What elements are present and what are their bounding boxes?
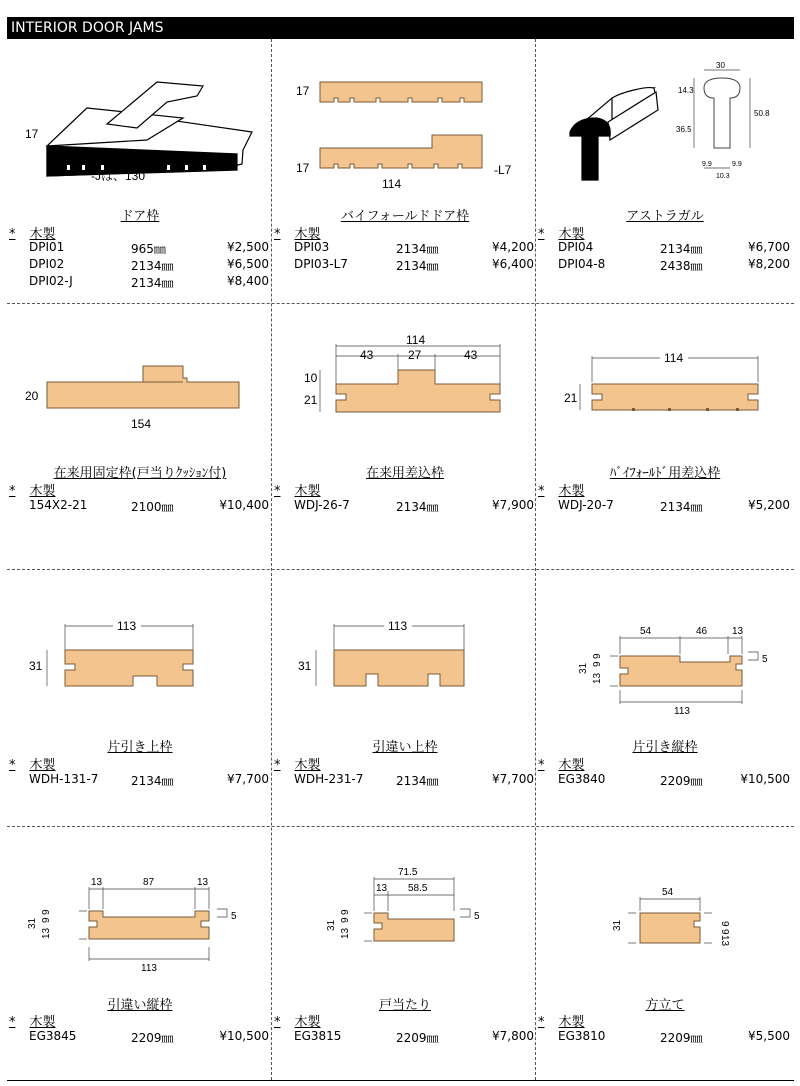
- dim-thickness: 20: [25, 389, 39, 403]
- material-text: 木製: [29, 484, 56, 499]
- material-text: 木製: [294, 227, 321, 242]
- dim-left-offset: 9.9: [702, 161, 712, 168]
- dim-tab-height: 10: [304, 371, 318, 385]
- dim-total-width: 71.5: [398, 867, 418, 878]
- dim-lip: 13: [592, 672, 603, 684]
- product-name: ドア枠: [120, 209, 160, 224]
- dim-head-height: 14.3: [678, 86, 694, 95]
- dim-groove: 9: [592, 653, 603, 659]
- dim-width: 113: [388, 619, 408, 633]
- dim-groove: 9: [340, 917, 351, 923]
- product-door-stop: [272, 827, 535, 1079]
- product-fixed-jamb: [7, 304, 271, 568]
- material-marker: *: [9, 484, 16, 499]
- product-name: 方立て: [645, 998, 685, 1013]
- material-label: [274, 1011, 321, 1030]
- dim-mid-width: 46: [696, 626, 708, 637]
- dim-recess: 5: [231, 911, 237, 922]
- product-double-slide-head: [272, 570, 535, 826]
- dim-width: 114: [382, 177, 402, 191]
- dim-groove: 9: [340, 909, 351, 915]
- dim-groove: 9: [719, 921, 730, 927]
- table-row: 154X2-21 2100㎜ ¥10,400: [29, 498, 269, 514]
- material-marker: *: [274, 1015, 281, 1030]
- dim-lip: 13: [340, 927, 351, 939]
- product-name: ﾊﾞｲﾌｫｰﾙﾄﾞ用差込枠: [609, 466, 721, 481]
- dim-top-width: 30: [716, 61, 725, 70]
- dim-width: 114: [664, 351, 684, 365]
- dim-body-width: 58.5: [408, 883, 428, 894]
- mullion-drawing: [536, 827, 794, 977]
- double-slide-head-drawing: [272, 570, 535, 720]
- dim-right-width: 43: [464, 348, 478, 362]
- dim-right-offset: 9.9: [732, 161, 742, 168]
- dim-thickness: 31: [27, 917, 38, 929]
- dim-width: 154: [131, 417, 152, 431]
- product-name: 片引き縦枠: [632, 740, 698, 755]
- material-label: [538, 480, 585, 499]
- dim-note: -Jは、130: [91, 169, 146, 183]
- product-mullion: [536, 827, 794, 1079]
- dim-width: 113: [117, 619, 137, 633]
- dim-thickness: 17: [296, 161, 310, 175]
- material-label: [9, 754, 56, 773]
- table-row: WDJ-26-7 2134㎜ ¥7,900: [294, 498, 534, 514]
- table-row: DPI02 2134㎜ ¥6,500: [29, 257, 269, 273]
- table-row: DPI03 2134㎜ ¥4,200: [294, 240, 534, 256]
- dim-groove: 9: [41, 917, 52, 923]
- material-label: [9, 1011, 56, 1030]
- table-row: EG3845 2209㎜ ¥10,500: [29, 1029, 269, 1045]
- material-label: [9, 480, 56, 499]
- door-jamb-drawing: [7, 40, 271, 190]
- material-marker: *: [538, 484, 545, 499]
- dim-thickness: 17: [296, 84, 310, 98]
- dim-tab-width: 27: [408, 348, 422, 362]
- table-row: WDH-231-7 2134㎜ ¥7,700: [294, 772, 534, 788]
- product-bifold-insert-jamb: [536, 304, 794, 568]
- table-row: DPI01 965㎜ ¥2,500: [29, 240, 269, 256]
- dim-stem-width: 10.3: [716, 173, 730, 180]
- table-row: EG3840 2209㎜ ¥10,500: [558, 772, 790, 788]
- product-single-slide-jamb: [536, 570, 794, 826]
- material-text: 木製: [558, 758, 585, 773]
- dim-width: 114: [406, 333, 426, 347]
- dim-note: -L7: [494, 163, 512, 177]
- dim-right-width: 13: [732, 626, 744, 637]
- product-single-slide-head: [7, 570, 271, 826]
- dim-stem-height: 36.5: [676, 125, 692, 134]
- product-door-jamb: [7, 40, 271, 302]
- dim-groove: 9: [719, 929, 730, 935]
- material-label: [538, 1011, 585, 1030]
- material-text: 木製: [29, 1015, 56, 1030]
- dim-total-height: 50.8: [754, 109, 770, 118]
- material-text: 木製: [29, 227, 56, 242]
- bifold-insert-drawing: [536, 304, 794, 454]
- product-name: バイフォールドドア枠: [340, 209, 470, 224]
- dim-groove: 9: [592, 661, 603, 667]
- dim-left-width: 54: [640, 626, 652, 637]
- dim-thickness: 21: [304, 393, 318, 407]
- insert-jamb-drawing: [272, 304, 535, 454]
- dim-width: 114: [115, 151, 135, 165]
- dim-left-lip: 13: [91, 877, 103, 888]
- product-insert-jamb: [272, 304, 535, 568]
- door-stop-drawing: [272, 827, 535, 977]
- material-marker: *: [9, 758, 16, 773]
- dim-width: 113: [141, 963, 157, 974]
- product-name: 在来用固定枠(戸当りｸｯｼｮﾝ付): [53, 466, 227, 481]
- dim-left-width: 43: [360, 348, 374, 362]
- material-text: 木製: [558, 484, 585, 499]
- material-label: [274, 754, 321, 773]
- dim-thickness: 31: [612, 919, 623, 931]
- table-row: DPI04 2134㎜ ¥6,700: [558, 240, 790, 256]
- table-row: DPI02-J 2134㎜ ¥8,400: [29, 274, 269, 290]
- material-text: 木製: [558, 1015, 585, 1030]
- material-label: [274, 480, 321, 499]
- product-name: アストラガル: [626, 209, 704, 224]
- material-marker: *: [538, 758, 545, 773]
- product-bifold-jamb: [272, 40, 535, 302]
- dim-thickness: 31: [326, 919, 337, 931]
- dim-right-lip: 13: [197, 877, 209, 888]
- dim-lip: 13: [41, 927, 52, 939]
- table-row: WDH-131-7 2134㎜ ¥7,700: [29, 772, 269, 788]
- material-marker: *: [538, 1015, 545, 1030]
- page-title: INTERIOR DOOR JAMS: [7, 17, 794, 39]
- product-double-slide-jamb: [7, 827, 271, 1079]
- dim-lip: 13: [376, 883, 388, 894]
- material-marker: *: [274, 484, 281, 499]
- material-marker: *: [274, 227, 281, 242]
- material-text: 木製: [294, 484, 321, 499]
- material-marker: *: [9, 1015, 16, 1030]
- table-row: EG3815 2209㎜ ¥7,800: [294, 1029, 534, 1045]
- dim-groove: 9: [41, 909, 52, 915]
- table-row: DPI04-8 2438㎜ ¥8,200: [558, 257, 790, 273]
- product-name: 引違い上枠: [372, 740, 438, 755]
- dim-mid-width: 87: [143, 877, 155, 888]
- material-marker: *: [538, 227, 545, 242]
- astragal-drawing: [536, 40, 794, 190]
- dim-thickness: 31: [298, 659, 312, 673]
- product-astragal: [536, 40, 794, 302]
- table-row: DPI03-L7 2134㎜ ¥6,400: [294, 257, 534, 273]
- product-name: 片引き上枠: [107, 740, 173, 755]
- dim-width: 54: [662, 887, 674, 898]
- dim-lip: 13: [719, 935, 730, 947]
- material-label: [538, 754, 585, 773]
- bottom-rule: [7, 1080, 794, 1081]
- material-marker: *: [274, 758, 281, 773]
- table-row: WDJ-20-7 2134㎜ ¥5,200: [558, 498, 790, 514]
- material-text: 木製: [29, 758, 56, 773]
- dim-width: 113: [674, 706, 690, 717]
- material-text: 木製: [294, 1015, 321, 1030]
- material-marker: *: [9, 227, 16, 242]
- dim-recess: 5: [762, 654, 768, 665]
- double-slide-jamb-drawing: [7, 827, 271, 977]
- product-name: 在来用差込枠: [365, 466, 444, 481]
- single-slide-head-drawing: [7, 570, 271, 720]
- dim-thickness: 21: [564, 391, 578, 405]
- single-slide-jamb-drawing: [536, 570, 794, 720]
- product-name: 引違い縦枠: [107, 998, 173, 1013]
- dim-thickness: 17: [25, 127, 39, 141]
- dim-thickness: 31: [578, 662, 589, 674]
- material-text: 木製: [558, 227, 585, 242]
- material-text: 木製: [294, 758, 321, 773]
- table-row: EG3810 2209㎜ ¥5,500: [558, 1029, 790, 1045]
- dim-thickness: 31: [29, 659, 43, 673]
- dim-recess: 5: [474, 911, 480, 922]
- product-name: 戸当たり: [378, 998, 431, 1013]
- fixed-jamb-drawing: [7, 304, 271, 454]
- bifold-jamb-drawing: [272, 40, 535, 190]
